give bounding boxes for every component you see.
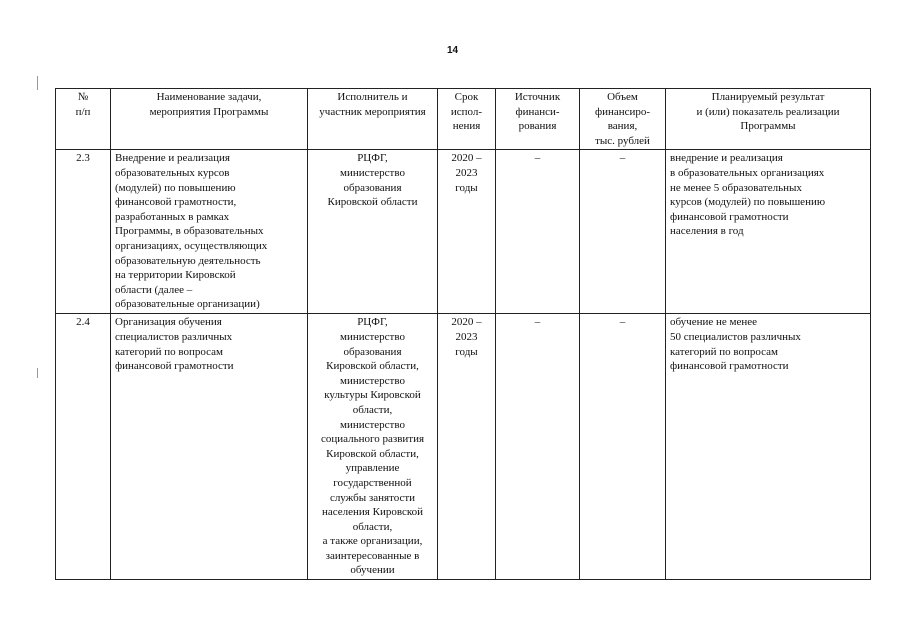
header-num: № п/п bbox=[56, 89, 111, 150]
header-task: Наименование задачи, мероприятия Программы bbox=[111, 89, 308, 150]
row-number: 2.4 bbox=[56, 314, 111, 580]
planned-result: обучение не менее 50 специалистов различных категорий по вопросам финансовой грамотности bbox=[666, 314, 871, 580]
header-result: Планируемый результат и (или) показатель реализации Программы bbox=[666, 89, 871, 150]
program-activities-table bbox=[55, 88, 871, 580]
scan-margin-mark bbox=[37, 368, 38, 378]
task-name: Внедрение и реализация образовательных курсов (модулей) по повышению финансовой грамотности, разработанных в рамках Программы, в образовательных организациях, осуществляющих образовательную деятельность на территории Кировской области (далее – образовательные организации) bbox=[111, 150, 308, 314]
term: 2020 – 2023 годы bbox=[438, 150, 496, 314]
header-volume: Объем финансиро- вания, тыс. рублей bbox=[580, 89, 666, 150]
task-name: Организация обучения специалистов различных категорий по вопросам финансовой грамотности bbox=[111, 314, 308, 580]
table-row bbox=[56, 314, 871, 580]
table-row bbox=[56, 150, 871, 314]
header-executor: Исполнитель и участник мероприятия bbox=[308, 89, 438, 150]
scan-margin-mark bbox=[37, 76, 38, 90]
row-number: 2.3 bbox=[56, 150, 111, 314]
header-term: Срок испол- нения bbox=[438, 89, 496, 150]
table-header-row bbox=[56, 89, 871, 150]
executor: РЦФГ, министерство образования Кировской области bbox=[308, 150, 438, 314]
page-number: 14 bbox=[446, 45, 459, 56]
funding-volume: – bbox=[580, 314, 666, 580]
funding-source: – bbox=[496, 150, 580, 314]
header-source: Источник финанси- рования bbox=[496, 89, 580, 150]
funding-volume: – bbox=[580, 150, 666, 314]
executor: РЦФГ, министерство образования Кировской области, министерство культуры Кировской области, министерство социального развития Кировской области, управление государственной службы занятости населения Кировской области, а также организации, заинтересованные в обучении bbox=[308, 314, 438, 580]
term: 2020 – 2023 годы bbox=[438, 314, 496, 580]
funding-source: – bbox=[496, 314, 580, 580]
planned-result: внедрение и реализация в образовательных организациях не менее 5 образовательных курсов (модулей) по повышению финансовой грамотности населения в год bbox=[666, 150, 871, 314]
